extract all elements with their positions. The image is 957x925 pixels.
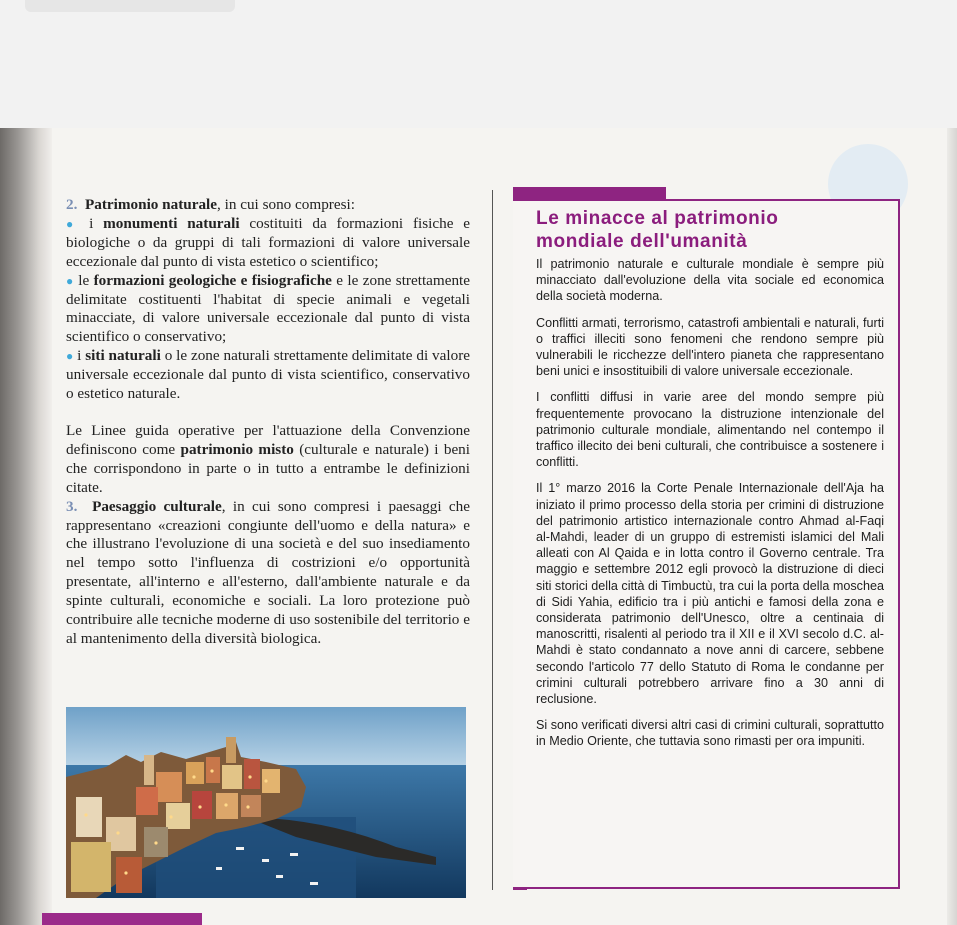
- box-paragraph: Si sono verificati diversi altri casi di crimini culturali, soprattutto in Medio Oriente, che tuttavia sono rimasti per ora impuniti.: [536, 718, 884, 749]
- threats-box-content: [536, 207, 884, 760]
- box-paragraph: Conflitti armati, terrorismo, catastrofi ambientali e naturali, furti o traffici illeciti sono fenomeni che rendono sempre più vulnerabili le ricchezze dell'intero pianeta che rappresentano beni unici e insostituibili di valore universale eccezionale.: [536, 315, 884, 379]
- bullet-post: costituiti da formazioni fisiche e biologiche o da gruppi di tali formazioni di valore universale eccezionale dal punto di vista estetico o scientifico;: [66, 214, 471, 270]
- left-column: [66, 196, 470, 649]
- bullet-icon: ●: [66, 273, 74, 288]
- coastal-village-photo: [66, 707, 466, 898]
- para-post: (culturale e naturale) i beni che corrispondono in parte o in tutto a entrambe le definizioni citate.: [66, 440, 470, 496]
- item-title: Paesaggio culturale: [92, 497, 222, 515]
- bullet-bold: monumenti naturali: [103, 214, 240, 232]
- bullet-post: e le zone strettamente delimitate costituenti l'habitat di specie animali e vegetali minacciate, di valore universale eccezionale dal punto di vista scientifico o conservativo;: [66, 271, 471, 346]
- box-title-line-2: mondiale dell'umanità: [536, 231, 748, 252]
- bullet-icon: ●: [66, 349, 74, 364]
- box-title-line-1: Le minacce al patrimonio: [536, 208, 779, 229]
- bullet-icon: ●: [66, 216, 80, 231]
- bullet-bold: formazioni geologiche e fisiografiche: [93, 271, 332, 289]
- box-tab: [513, 187, 666, 199]
- bullet-siti: [66, 347, 470, 404]
- box-paragraph: Il patrimonio naturale e culturale mondiale è sempre più minacciato dall'evoluzione della vita sociale ed economica della società moderna.: [536, 257, 884, 304]
- bullet-monumenti: [66, 215, 470, 272]
- screen-background: [0, 0, 957, 128]
- box-paragraph: I conflitti diffusi in varie aree del mondo sempre più frequentemente provocano la distruzione intenzionale del patrimonio culturale mondiale, alimentando nel contempo il traffico illecito dei beni culturali, che contribuisce a sostenere i conflitti.: [536, 390, 884, 470]
- item-3-heading: [66, 498, 470, 649]
- box-title: [536, 207, 884, 253]
- item-title: Patrimonio naturale: [84, 196, 218, 213]
- item-number: 2.: [66, 196, 78, 213]
- column-divider: [492, 190, 493, 890]
- item-number: 3.: [66, 497, 78, 515]
- paragraph-patrimonio-misto: [66, 422, 470, 498]
- bullet-bold: siti naturali: [85, 347, 161, 365]
- para-pre: Le Linee guida operative per l'attuazione della Convenzione definiscono come: [66, 421, 470, 458]
- item-text: , in cui sono compresi i paesaggi che rappresentano «creazioni congiunte dell'uomo e della natura» e che illustrano l'evoluzione di una società e del suo insediamento nel tempo sotto l'influenza di costrizioni e/o opportunità presentate, all'interno e all'esterno, dall'ambiente naturale e da spinte culturali, economiche e sociali. La loro protezione può contribuire alle tecniche moderne di uso sostenibile del territorio e al mantenimento della diversità biologica.: [66, 497, 470, 647]
- item-2-heading: [66, 196, 470, 215]
- bullet-formazioni: [66, 272, 470, 348]
- photo-illustration: [66, 707, 466, 898]
- bullet-pre: i: [77, 347, 86, 365]
- book-spine: [0, 128, 52, 925]
- bottom-accent-bar: [42, 913, 202, 925]
- box-paragraph: Il 1° marzo 2016 la Corte Penale Internazionale dell'Aja ha iniziato il primo processo della storia per crimini di distruzione del patrimonio artistico internazionale contro Ahmad al-Faqi al-Mahdi, leader di un gruppo di estremisti islamici del Mali alleati con Al Qaida e in lotta contro il Governo centrale. Tra maggio e settembre 2012 egli provocò la distruzione di dieci siti storici della città di Timbuctù, tra cui la porta della moschea di Sidi Yahia, edificio tra i più antichi e famosi della zona e considerata patrimonio dell'Unesco, oltre a centinaia di manoscritti, risalenti al periodo tra il XII e il XVI secolo d.C. al-Mahdi è stato condannato a nove anni di carcere, sebbene secondo l'articolo 77 dello Statuto di Roma le condanne per crimini culturali potrebbero arrivare fino a 30 anni di reclusione.: [536, 481, 884, 707]
- bullet-pre: le: [78, 271, 94, 289]
- top-tab-strip: [25, 0, 235, 12]
- item-text: , in cui sono compresi:: [217, 196, 355, 213]
- para-bold: patrimonio misto: [180, 440, 294, 458]
- page-edge: [947, 128, 957, 925]
- bullet-pre: i: [89, 214, 104, 232]
- bullet-post: o le zone naturali strettamente delimitate di valore universale eccezionale dal punto di vista scientifico, conservativo o estetico naturale.: [66, 347, 470, 403]
